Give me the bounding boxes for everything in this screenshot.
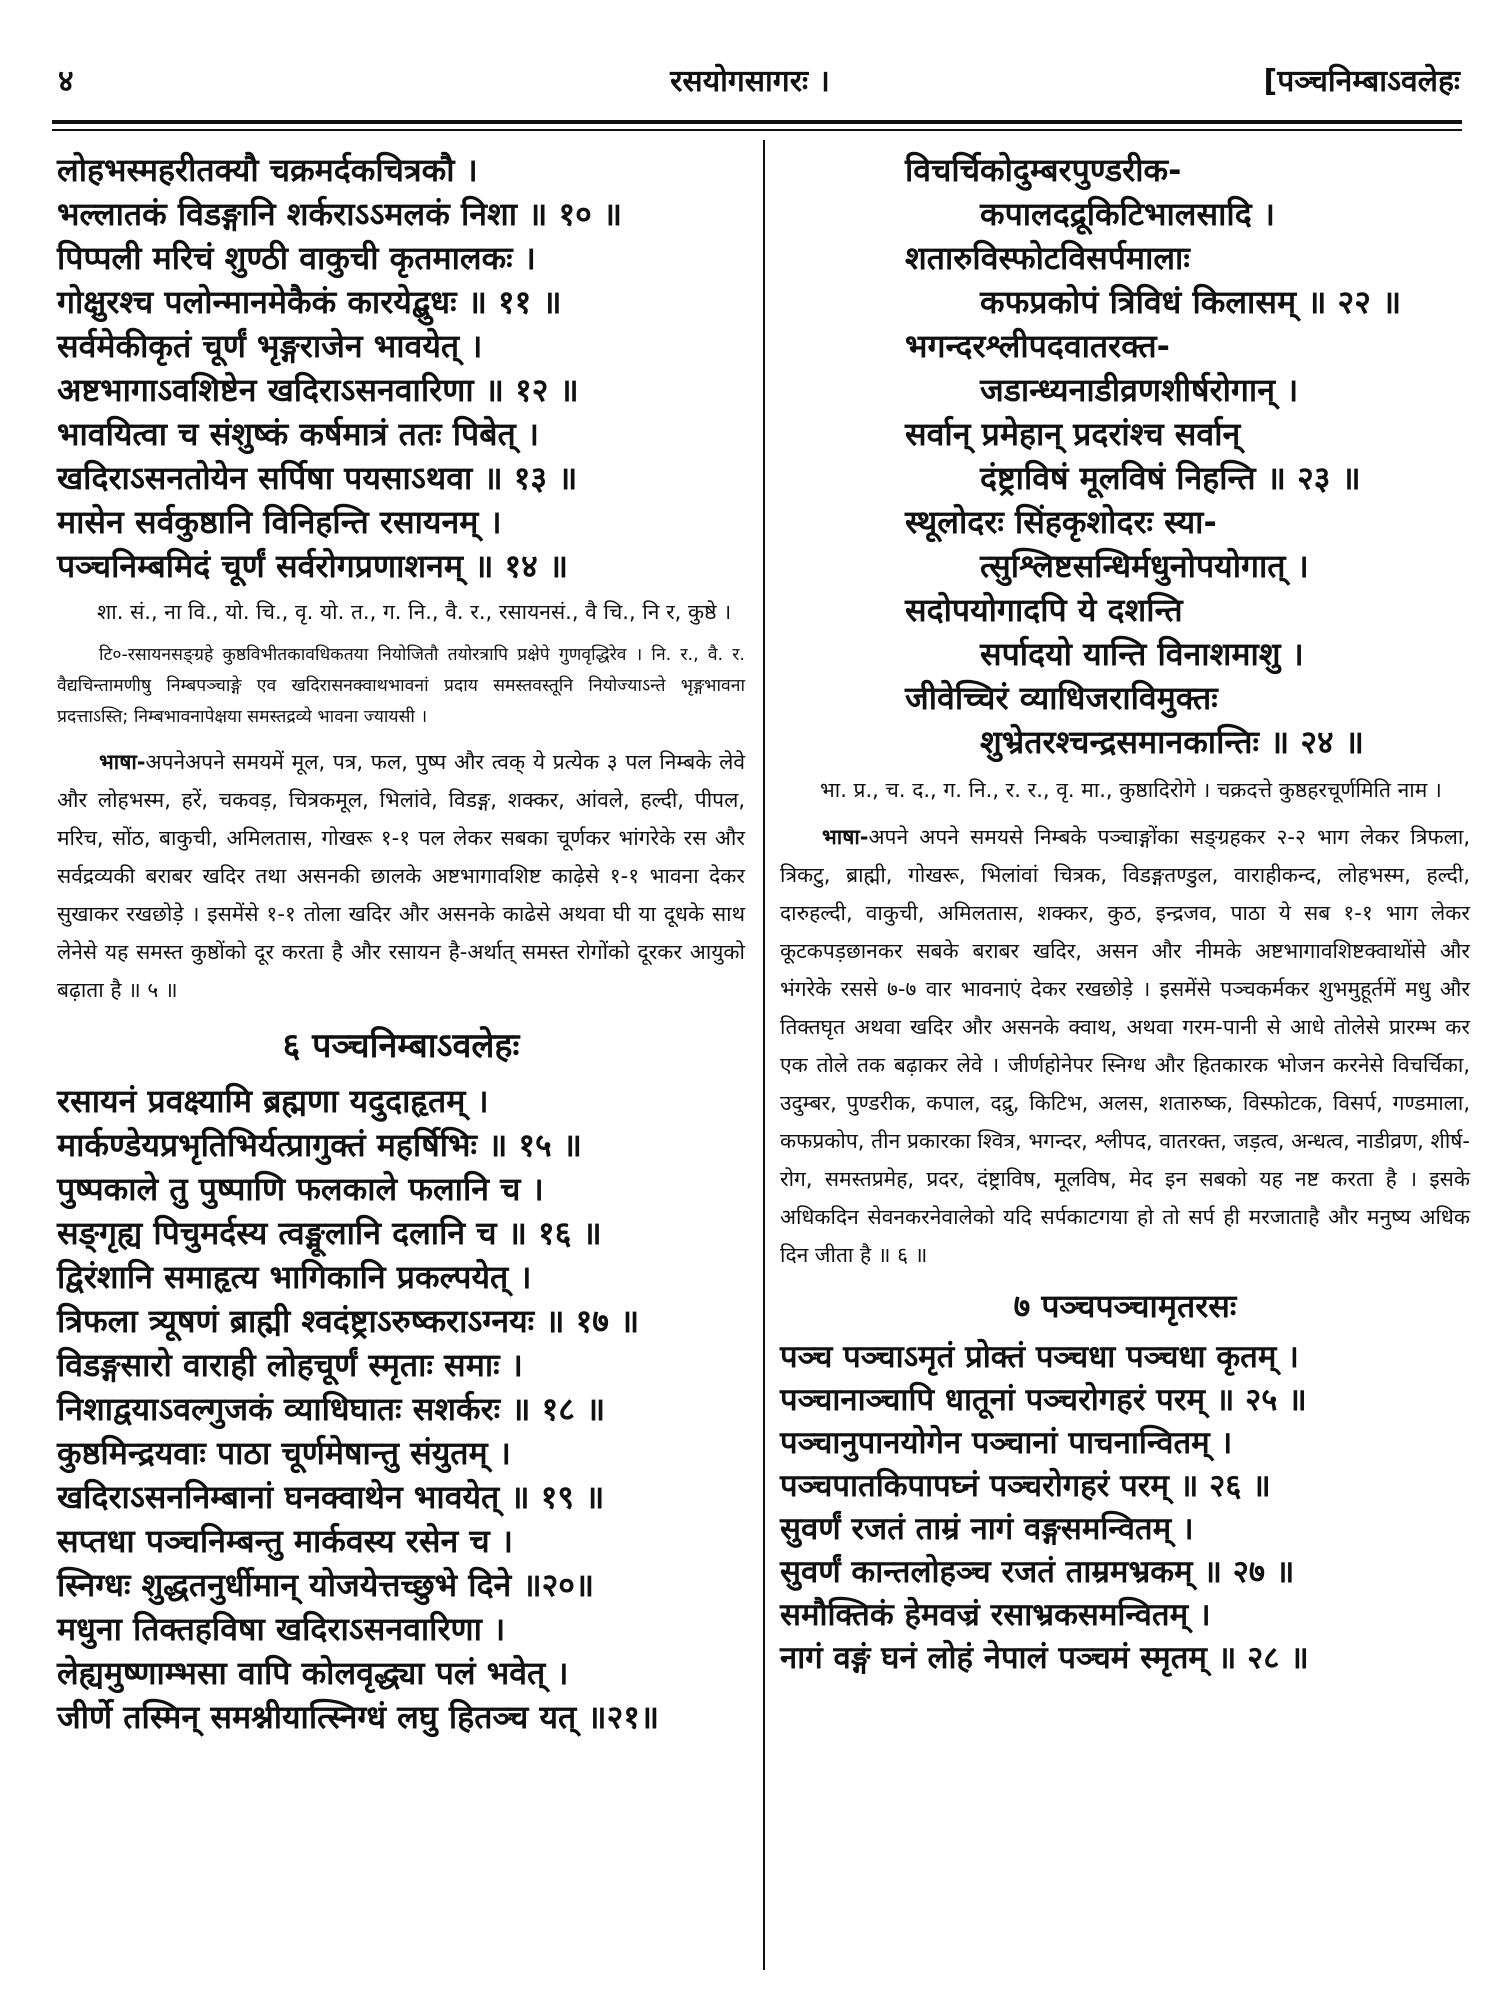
verse-line: दंष्ट्राविषं मूलविषं निहन्ति ॥ २३ ॥: [980, 459, 1361, 497]
verses-25-28: [780, 1336, 1470, 1680]
verse-line: पञ्चानाञ्चापि धातूनां पञ्चरोगहरं परम् ॥ २५ ॥: [780, 1382, 1307, 1418]
verse-line: सङ्गृह्य पिचुमर्दस्य त्वङ्मूलानि दलानि च ॥ १६ ॥: [57, 1214, 602, 1252]
verse-line: त्रिफला त्र्यूषणं ब्राह्मी श्वदंष्ट्राऽरुष्कराऽग्नयः ॥ १७ ॥: [57, 1302, 640, 1340]
verse-line: विचर्चिकोदुम्बरपुण्डरीक-: [905, 151, 1182, 189]
book-title: रसयोगसागरः ।: [670, 64, 830, 99]
header-rule-thin: [52, 129, 1462, 131]
verse-line: सर्वान् प्रमेहान् प्रदरांश्च सर्वान्: [905, 415, 1241, 453]
hindi-translation: [780, 818, 1470, 1274]
verse-line: निशाद्वयाऽवल्गुजकं व्याधिघातः सशर्करः ॥ १८ ॥: [57, 1390, 606, 1428]
verse-line: स्थूलोदरः सिंहकृशोदरः स्या-: [905, 503, 1217, 541]
verse-couplet: [780, 588, 1470, 676]
verse-line: भावयित्वा च संशुष्कं कर्षमात्रं ततः पिबेत् ।: [57, 415, 539, 453]
verse-line: समौक्तिकं हेमवज्रं रसाभ्रकसमन्वितम् ।: [780, 1597, 1211, 1633]
verse-line: गोक्षुरश्च पलोन्मानमेकैकं कारयेद्बुधः ॥ ११ ॥: [57, 283, 562, 321]
verse-line: खदिराऽसनतोयेन सर्पिषा पयसाऽथवा ॥ १३ ॥: [57, 459, 578, 497]
verse-line: जडान्ध्यनाडीव्रणशीर्षरोगान् ।: [980, 371, 1299, 409]
verse-line: खदिराऽसननिम्बानां घनक्वाथेन भावयेत् ॥ १९ ॥: [57, 1478, 605, 1516]
verse-line: लोहभस्महरीतक्यौ चक्रमर्दकचित्रकौ ।: [57, 151, 478, 189]
verses-22-24: [780, 148, 1470, 764]
section-running-head: [पञ्चनिम्बाऽवलेहः: [1263, 64, 1460, 99]
verse-line: सदोपयोगादपि ये दशन्ति: [905, 591, 1183, 629]
verses-15-21: [57, 1079, 745, 1739]
verse-line: लेह्यमुष्णाम्भसा वापि कोलवृद्ध्या पलं भवेत् ।: [57, 1654, 569, 1692]
bhasha-label: भाषा-: [822, 825, 869, 849]
verse-line: भगन्दरश्लीपदवातरक्त-: [905, 327, 1170, 365]
verse-line: द्विरंशानि समाहृत्य भागिकानि प्रकल्पयेत् ।: [57, 1258, 532, 1296]
verse-couplet: [780, 236, 1470, 324]
verse-line: सुवर्णं कान्तलोहञ्च रजतं ताम्रमभ्रकम् ॥ २७ ॥: [780, 1554, 1295, 1590]
right-column: [780, 148, 1470, 1680]
verse-line: शुभ्रेतरश्चन्द्रसमानकान्तिः ॥ २४ ॥: [980, 723, 1364, 761]
verse-line: कफप्रकोपं त्रिविधं किलासम् ॥ २२ ॥: [980, 283, 1402, 321]
verse-line: शतारुविस्फोटविसर्पमालाः: [905, 239, 1190, 277]
verse-line: सुवर्णं रजतं ताम्रं नागं वङ्गसमन्वितम् ।: [780, 1511, 1194, 1547]
verse-couplet: [780, 676, 1470, 764]
header-rule-thick: [52, 120, 1462, 124]
source-references: भा. प्र., च. द., ग. नि., र. र., वृ. मा., कुष्ठादिरोगे । चक्रदत्ते कुष्ठहरचूर्णमिति नाम ।: [820, 778, 1442, 802]
section-heading: ६ पञ्चनिम्बाऽवलेहः: [282, 1026, 520, 1066]
verse-couplet: [780, 412, 1470, 500]
verse-couplet: [780, 500, 1470, 588]
verse-line: सर्वमेकीकृतं चूर्णं भृङ्गराजेन भावयेत् ।: [57, 327, 483, 365]
verse-line: कपालदद्रूकिटिभालसादि ।: [980, 195, 1275, 233]
verses-10-14: [57, 148, 745, 588]
verse-line: कुष्ठमिन्द्रयवाः पाठा चूर्णमेषान्तु संयुतम् ।: [57, 1434, 511, 1472]
verse-line: सप्तधा पञ्चनिम्बन्तु मार्कवस्य रसेन च ।: [57, 1522, 514, 1560]
verse-couplet: [780, 324, 1470, 412]
verse-line: पिप्पली मरिचं शुण्ठी वाकुची कृतमालकः ।: [57, 239, 536, 277]
source-references: शा. सं., ना वि., यो. चि., वृ. यो. त., ग. नि., वै. र., रसायनसं., वै चि., नि र, कुष्ठे ।: [97, 600, 732, 624]
verse-line: त्सुश्लिष्टसन्धिर्मधुनोपयोगात् ।: [980, 547, 1309, 585]
verse-line: पुष्पकाले तु पुष्पाणि फलकाले फलानि च ।: [57, 1170, 544, 1208]
verse-line: मधुना तिक्तहविषा खदिराऽसनवारिणा ।: [57, 1610, 506, 1648]
page-number: ४: [58, 64, 74, 99]
verse-line: भल्लातकं विडङ्गानि शर्कराऽऽमलकं निशा ॥ १० ॥: [57, 195, 623, 233]
verse-line: स्निग्धः शुद्धतनुर्धीमान् योजयेत्तच्छुभे दिने ॥२०॥: [57, 1566, 595, 1604]
verse-couplet: [780, 148, 1470, 236]
verse-line: पञ्चानुपानयोगेन पञ्चानां पाचनान्वितम् ।: [780, 1425, 1233, 1461]
commentary-note: टि०-रसायनसङ्ग्रहे कुष्ठविभीतकावधिकतया नियोजितौ तयोरत्रापि प्रक्षेपे गुणवृद्धिरेव । नि. र., वै. र. वैद्यचिन्तामणीषु निम्बपञ्चाङ्गे एव खदिरासनक्वाथभावनां प्रदाय समस्तवस्तूनि नियोज्याऽन्ते भृङ्गभावना प्रदत्ताऽस्ति; निम्बभावनापेक्षया समस्तद्रव्ये भावना ज्यायसी ।: [57, 645, 745, 727]
verse-line: नागं वङ्गं घनं लोहं नेपालं पञ्चमं स्मृतम् ॥ २८ ॥: [780, 1640, 1309, 1676]
verse-line: विडङ्गसारो वाराही लोहचूर्णं स्मृताः समाः ।: [57, 1346, 523, 1384]
column-divider: [763, 140, 765, 1970]
verse-line: मासेन सर्वकुष्ठानि विनिहन्ति रसायनम् ।: [57, 503, 502, 541]
verse-line: जीर्णे तस्मिन् समश्नीयात्स्निग्धं लघु हितञ्च यत् ॥२१॥: [57, 1698, 660, 1736]
left-column: [57, 148, 745, 1739]
verse-line: रसायनं प्रवक्ष्यामि ब्रह्मणा यदुदाहृतम् ।: [57, 1082, 489, 1120]
bhasha-text: अपने अपने समयसे निम्बके पञ्चाङ्गोंका सङ्ग्रहकर २-२ भाग लेकर त्रिफला, त्रिकटु, ब्राह्मी, गोखरू, भिलांवां चित्रक, विडङ्गतण्डुल, वाराहीकन्द, लोहभस्म, हल्दी, दारुहल्दी, वाकुची, अमिलतास, शक्कर, कुठ, इन्द्रजव, पाठा ये सब १-१ भाग लेकर कूटकपड़छानकर सबके बराबर खदिर, असन और नीमके अष्टभागावशिष्टक्वाथोंसे और भंगरेके रससे ७-७ वार भावनाएं देकर रखछोड़े । इसमेंसे पञ्चकर्मकर शुभमुहूर्तमें मधु और तिक्तघृत अथवा खदिर और असनके क्वाथ, अथवा गरम-पानी से आधे तोलेसे प्रारम्भ कर एक तोले तक बढ़ाकर लेवे । जीर्णहोनेपर स्निग्ध और हितकारक भोजन करनेसे विचर्चिका, उदुम्बर, पुण्डरीक, कपाल, दद्रु, किटिभ, अलस, शतारुष्क, विस्फोटक, विसर्प, गण्डमाला, कफप्रकोप, तीन प्रकारका श्वित्र, भगन्दर, श्लीपद, वातरक्त, जड़त्व, अन्धत्व, नाडीव्रण, शीर्ष-रोग, समस्तप्रमेह, प्रदर, दंष्ट्राविष, मूलविष, मेद इन सबको यह नष्ट करता है । इसके अधिकदिन सेवनकरनेवालेको यदि सर्पकाटगया हो तो सर्प ही मरजाताहै और मनुष्य अधिक दिन जीता है ॥ ६ ॥: [780, 825, 1470, 1267]
verse-line: पञ्च पञ्चाऽमृतं प्रोक्तं पञ्चधा पञ्चधा कृतम् ।: [780, 1339, 1299, 1375]
verse-line: अष्टभागाऽवशिष्टेन खदिराऽसनवारिणा ॥ १२ ॥: [57, 371, 579, 409]
bhasha-label: भाषा-: [99, 750, 146, 774]
verse-line: मार्कण्डेयप्रभृतिभिर्यत्प्रागुक्तं महर्षिभिः ॥ १५ ॥: [57, 1126, 582, 1164]
verse-line: पञ्चपातकिपापघ्नं पञ्चरोगहरं परम् ॥ २६ ॥: [780, 1468, 1271, 1504]
section-heading: ७ पञ्चपञ्चामृतरसः: [1013, 1287, 1237, 1325]
verse-line: पञ्चनिम्बमिदं चूर्णं सर्वरोगप्रणाशनम् ॥ १४ ॥: [57, 547, 569, 585]
verse-line: जीवेच्चिरं व्याधिजराविमुक्तः: [905, 679, 1218, 717]
verse-line: सर्पादयो यान्ति विनाशमाशु ।: [980, 635, 1304, 673]
hindi-translation: [57, 743, 745, 1009]
bhasha-text: अपनेअपने समयमें मूल, पत्र, फल, पुष्प और त्वक् ये प्रत्येक ३ पल निम्बके लेवे और लोहभस्म, हरें, चकवड़, चित्रकमूल, भिलांवे, विडङ्ग, शक्कर, आंवले, हल्दी, पीपल, मरिच, सोंठ, बाकुची, अमिलतास, गोखरू १-१ पल लेकर सबका चूर्णकर भांगरेके रस और सर्वद्रव्यकी बराबर खदिर तथा असनकी छालके अष्टभागावशिष्ट काढ़ेसे १-१ भावना देकर सुखाकर रखछोड़े । इसमेंसे १-१ तोला खदिर और असनके काढेसे अथवा घी या दूधके साथ लेनेसे यह समस्त कुष्ठोंको दूर करता है और रसायन है-अर्थात् समस्त रोगोंको दूरकर आयुको बढ़ाता है ॥ ५ ॥: [57, 750, 745, 1002]
